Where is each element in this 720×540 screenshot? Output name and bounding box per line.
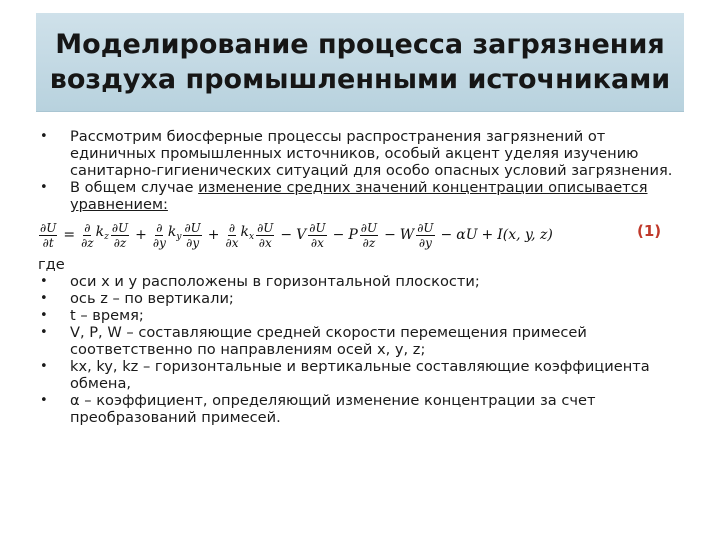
- bullet-marker: •: [40, 359, 48, 374]
- general-case-bullet: [38, 179, 688, 213]
- diffusion-equation: $\frac{\partial U}{\partial t}$ = $\frac{\partial}{\partial z}$ $k_z$ $\frac{\partial U}{\partial z}$ + $\frac{\partial}{\partial y}$ $k_y$ $\frac{\partial U}{\partial y}$ + $\frac{\partial}{\partial x}$ $k_x$ $\frac{\partial U}{\partial x}$ − V $\frac{\partial U}{\partial x}$ − P $\frac{\partial U}{\partial z}$ − W $\frac{\partial U}{\partial y}$ − αU + I(x, y, z): [40, 220, 553, 250]
- definition-text: V, P, W – составляющие средней скорости перемещения примесей соответственно по направлениям осей x, y, z;: [70, 324, 587, 358]
- bullet-marker: •: [40, 393, 48, 408]
- definition-item: [38, 307, 688, 324]
- eq-term-dudy: $\frac{\partial U}{\partial y}$: [184, 220, 201, 250]
- content-body: [38, 128, 688, 426]
- definition-item: [38, 290, 688, 307]
- definition-text: ось z – по вертикали;: [70, 290, 234, 307]
- bullet-marker: •: [40, 274, 48, 289]
- title-band: [36, 13, 684, 112]
- definition-text: kx, ky, kz – горизонтальные и вертикальные составляющие коэффициента обмена,: [70, 358, 650, 392]
- general-case-equation-word: уравнением:: [70, 196, 168, 213]
- eq-term-p: $\frac{\partial U}{\partial z}$: [360, 220, 378, 250]
- definition-text: t – время;: [70, 307, 144, 324]
- intro-bullet: [38, 128, 688, 179]
- eq-term-lhs: $\frac{\partial U}{\partial t}$: [40, 220, 57, 250]
- equation-number: (1): [637, 222, 662, 240]
- bullet-marker: •: [40, 180, 48, 195]
- bullet-marker: •: [40, 308, 48, 323]
- eq-term-dz: $\frac{\partial}{\partial z}$: [81, 220, 94, 250]
- general-case-prefix: В общем случае: [70, 179, 199, 196]
- eq-term-w: $\frac{\partial U}{\partial y}$: [417, 220, 434, 250]
- eq-term-dudz: $\frac{\partial U}{\partial z}$: [111, 220, 129, 250]
- definition-text: α – коэффициент, определяющий изменение концентрации за счет преобразований примесей.: [70, 392, 596, 426]
- definition-item: [38, 273, 688, 290]
- definition-item: [38, 324, 688, 358]
- bullet-marker: •: [40, 325, 48, 340]
- bullet-marker: •: [40, 129, 48, 144]
- where-label: где: [38, 256, 65, 273]
- definition-text: оси x и y расположены в горизонтальной плоскости;: [70, 273, 480, 290]
- bullet-marker: •: [40, 291, 48, 306]
- equation-row: [37, 213, 688, 257]
- definition-item: [38, 392, 688, 426]
- eq-term-v: $\frac{\partial U}{\partial x}$: [309, 220, 326, 250]
- eq-term-dudx: $\frac{\partial U}{\partial x}$: [257, 220, 274, 250]
- eq-term-dx: $\frac{\partial}{\partial x}$: [225, 220, 239, 250]
- eq-term-dy: $\frac{\partial}{\partial y}$: [152, 220, 166, 250]
- general-case-underlined: изменение средних значений концентрации описывается: [198, 179, 648, 196]
- title-line-2: воздуха промышленными источниками: [49, 64, 671, 95]
- definition-item: [38, 358, 688, 392]
- title-line-1: Моделирование процесса загрязнения: [55, 29, 665, 60]
- intro-text: Рассмотрим биосферные процессы распространения загрязнений от единичных промышленных источников, особый акцент уделяя изучению санитарно-гигиенических ситуаций для особо опасных условий загрязнения.: [70, 128, 673, 179]
